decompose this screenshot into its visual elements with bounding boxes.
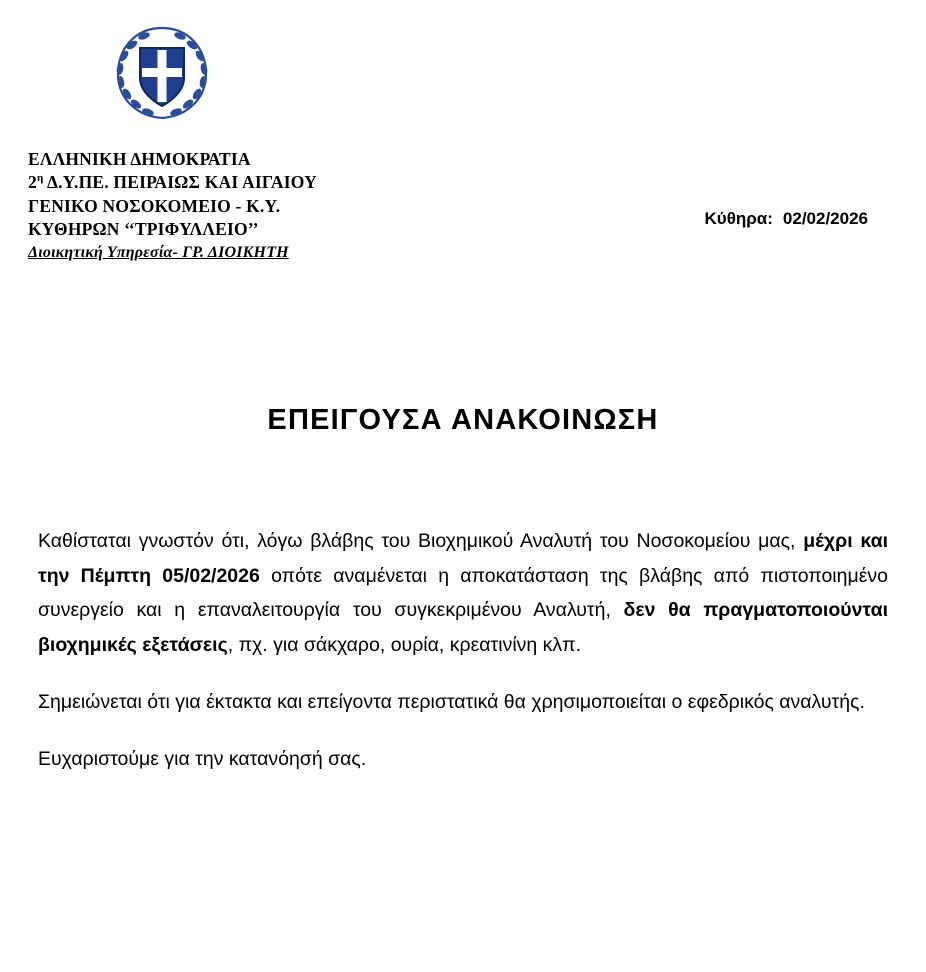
letterhead-line-2-rest: Δ.Υ.ΠΕ. ΠΕΙΡΑΙΩΣ ΚΑΙ ΑΙΓΑΙΟΥ [43,172,317,193]
page-title: ΕΠΕΙΓΟΥΣΑ ΑΝΑΚΟΙΝΩΣΗ [267,404,659,436]
emblem-container [110,22,214,122]
place-label: Κύθηρα: [704,209,773,228]
letterhead [28,148,317,263]
paragraph-1-part-1: Καθίσταται γνωστόν ότι, λόγω βλάβης του Βιοχημικού Αναλυτή του Νοσοκομείου μας, [38,530,804,552]
paragraph-2: Σημειώνεται ότι για έκτακτα και επείγοντα περιστατικά θα χρησιμοποιείται ο εφεδρικός αναλυτής. [38,690,865,713]
paragraph-3: Ευχαριστούμε για την κατανόησή σας. [38,747,367,770]
letterhead-line-4: ΚΥΘΗΡΩΝ ‘‘ΤΡΙΦΥΛΛΕΙΟ’’ [28,218,259,239]
paragraph-1 [38,524,888,663]
document-date: 02/02/2026 [782,209,868,228]
greek-coat-of-arms-icon [110,22,214,122]
letterhead-line-2-prefix: 2 [28,172,37,193]
letterhead-line-2 [28,171,317,194]
letterhead-office-line: Διοικητική Υπηρεσία- ΓΡ. ΔΙΟΙΚΗΤΗ [28,244,289,262]
paragraph-1-bold-1: μέχρι και την Πέμπτη 05/02/2026 [38,530,888,587]
letterhead-line-3: ΓΕΝΙΚΟ ΝΟΣΟΚΟΜΕΙΟ - Κ.Υ. [28,195,281,216]
paragraph-1-part-2: οπότε αναμένεται η αποκατάσταση της βλάβης από πιστοποιημένο συνεργείο και η επαναλειτουργία του συγκεκριμένου Αναλυτή, [38,564,889,622]
paragraph-1-part-3: , πχ. για σάκχαρο, ουρία, κρεατινίνη κλπ. [227,634,582,657]
letterhead-line-2-superscript: η [36,172,44,185]
document-body [38,524,888,776]
paragraph-1-bold-2: δεν θα πραγματοποιούνται βιοχημικές εξετάσεις [38,599,888,657]
letterhead-line-1: ΕΛΛΗΝΙΚΗ ΔΗΜΟΚΡΑΤΙΑ [28,149,251,169]
place-date [705,209,868,229]
